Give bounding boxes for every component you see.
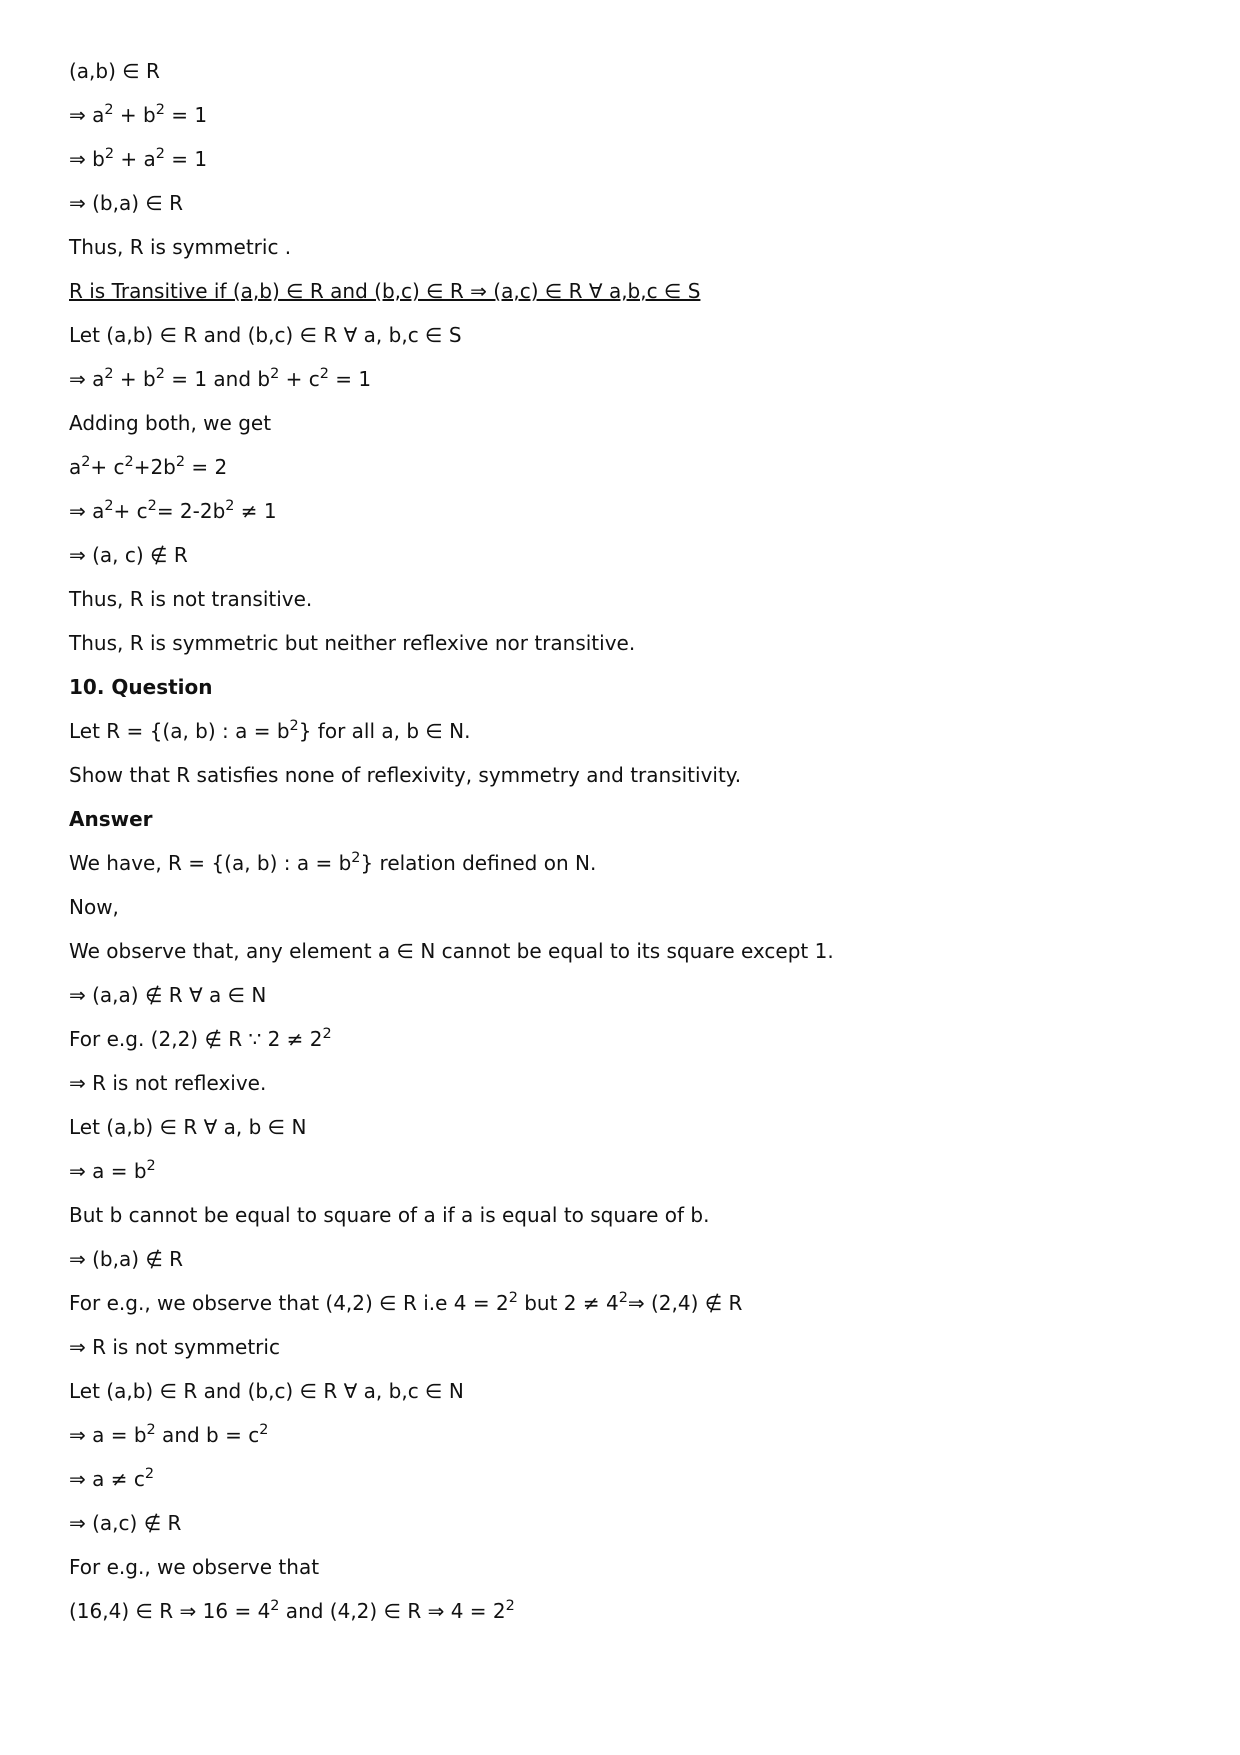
text-line — [69, 1378, 1169, 1404]
superscript: 2 — [104, 366, 114, 383]
text-segment: + b — [113, 103, 156, 127]
superscript: 2 — [104, 102, 114, 119]
text-line — [69, 894, 1169, 920]
document-page — [69, 58, 1169, 1642]
text-line — [69, 498, 1169, 524]
text-segment: and (4,2) ∈ R ⇒ 4 = 2 — [279, 1599, 506, 1623]
question-heading — [69, 674, 1169, 700]
text-line — [69, 190, 1169, 216]
text-line — [69, 58, 1169, 84]
text-segment: } relation defined on N. — [360, 851, 597, 875]
superscript: 2 — [104, 498, 114, 515]
text-segment: = 1 — [164, 147, 208, 171]
text-segment: ⇒ a = b — [69, 1423, 147, 1447]
text-line — [69, 146, 1169, 172]
superscript: 2 — [270, 1598, 280, 1615]
underlined-statement — [69, 278, 1169, 304]
text-segment: + a — [113, 147, 156, 171]
text-segment: Thus, R is symmetric but neither reflexive nor transitive. — [69, 631, 636, 655]
text-segment: ⇒ (a,c) ∉ R — [69, 1511, 182, 1535]
text-segment: (16,4) ∈ R ⇒ 16 = 4 — [69, 1599, 271, 1623]
superscript: 2 — [124, 454, 134, 471]
superscript: 2 — [147, 498, 157, 515]
superscript: 2 — [155, 102, 165, 119]
text-segment: Let (a,b) ∈ R and (b,c) ∈ R ∀ a, b,c ∈ N — [69, 1379, 464, 1403]
text-segment: a — [69, 455, 82, 479]
superscript: 2 — [508, 1290, 518, 1307]
text-segment: = 1 — [328, 367, 372, 391]
text-segment: +2b — [133, 455, 176, 479]
text-segment: ⇒ a ≠ c — [69, 1467, 145, 1491]
text-line — [69, 1422, 1169, 1448]
text-segment: = 1 and b — [164, 367, 271, 391]
text-segment: For e.g. (2,2) ∉ R ∵ 2 ≠ 2 — [69, 1027, 323, 1051]
text-line — [69, 102, 1169, 128]
text-line — [69, 850, 1169, 876]
text-segment: ⇒ R is not symmetric — [69, 1335, 280, 1359]
text-segment: + c — [279, 367, 320, 391]
superscript: 2 — [289, 718, 299, 735]
text-segment: = 1 — [164, 103, 208, 127]
text-segment: ≠ 1 — [234, 499, 277, 523]
text-line — [69, 1202, 1169, 1228]
text-line — [69, 1554, 1169, 1580]
text-line — [69, 322, 1169, 348]
text-segment: Let R = {(a, b) : a = b — [69, 719, 290, 743]
text-segment: + b — [113, 367, 156, 391]
text-segment: ⇒ a — [69, 367, 105, 391]
text-line — [69, 762, 1169, 788]
text-segment: R is Transitive if (a,b) ∈ R and (b,c) ∈ R ⇒ (a,c) ∈ R ∀ a,b,c ∈ S — [69, 279, 701, 303]
text-segment: ⇒ (b,a) ∈ R — [69, 191, 184, 215]
text-segment: We have, R = {(a, b) : a = b — [69, 851, 352, 875]
text-segment: } for all a, b ∈ N. — [298, 719, 471, 743]
text-segment: ⇒ (b,a) ∉ R — [69, 1247, 184, 1271]
text-line — [69, 1290, 1169, 1316]
text-segment: Thus, R is symmetric . — [69, 235, 292, 259]
text-segment: ⇒ a — [69, 499, 105, 523]
text-line — [69, 586, 1169, 612]
text-segment: Adding both, we get — [69, 411, 272, 435]
superscript: 2 — [175, 454, 186, 471]
text-line — [69, 718, 1169, 744]
text-segment: ⇒ (a,a) ∉ R ∀ a ∈ N — [69, 983, 267, 1007]
text-segment: Now, — [69, 895, 119, 919]
text-segment: For e.g., we observe that (4,2) ∈ R i.e 4 = 2 — [69, 1291, 509, 1315]
text-segment: = 2 — [185, 455, 228, 479]
text-segment: ⇒ a = b — [69, 1159, 147, 1183]
superscript: 2 — [270, 366, 280, 383]
text-segment: Let (a,b) ∈ R ∀ a, b ∈ N — [69, 1115, 307, 1139]
text-line — [69, 1070, 1169, 1096]
text-line — [69, 542, 1169, 568]
text-line — [69, 1598, 1169, 1624]
superscript: 2 — [505, 1598, 515, 1615]
superscript: 2 — [319, 366, 329, 383]
text-segment: Let (a,b) ∈ R and (b,c) ∈ R ∀ a, b,c ∈ S — [69, 323, 462, 347]
text-segment: = 2-2b — [156, 499, 226, 523]
text-segment: but 2 ≠ 4 — [517, 1291, 619, 1315]
superscript: 2 — [155, 366, 165, 383]
text-line — [69, 1158, 1169, 1184]
superscript: 2 — [322, 1026, 332, 1043]
text-segment: We observe that, any element a ∈ N cannot be equal to its square except 1. — [69, 939, 834, 963]
text-line — [69, 982, 1169, 1008]
text-segment: But b cannot be equal to square of a if a is equal to square of b. — [69, 1203, 710, 1227]
text-segment: ⇒ a — [69, 103, 105, 127]
text-line — [69, 630, 1169, 656]
superscript: 2 — [81, 454, 91, 471]
superscript: 2 — [146, 1158, 156, 1175]
text-segment: + c — [90, 455, 125, 479]
text-segment: ⇒ (2,4) ∉ R — [627, 1291, 743, 1315]
superscript: 2 — [155, 146, 165, 163]
text-line — [69, 454, 1169, 480]
text-segment: and b = c — [155, 1423, 260, 1447]
text-line — [69, 1334, 1169, 1360]
text-segment: + c — [113, 499, 148, 523]
superscript: 2 — [351, 850, 361, 867]
superscript: 2 — [146, 1422, 156, 1439]
text-segment: For e.g., we observe that — [69, 1555, 320, 1579]
text-line — [69, 1026, 1169, 1052]
text-line — [69, 234, 1169, 260]
answer-heading — [69, 806, 1169, 832]
text-segment: Thus, R is not transitive. — [69, 587, 313, 611]
text-line — [69, 1114, 1169, 1140]
text-segment: ⇒ (a, c) ∉ R — [69, 543, 188, 567]
text-segment: (a,b) ∈ R — [69, 59, 160, 83]
superscript: 2 — [104, 146, 114, 163]
text-line — [69, 1510, 1169, 1536]
superscript: 2 — [225, 498, 235, 515]
text-line — [69, 938, 1169, 964]
text-segment: Show that R satisfies none of reflexivity, symmetry and transitivity. — [69, 763, 742, 787]
text-segment: ⇒ b — [69, 147, 105, 171]
text-segment: 10. Question — [69, 675, 213, 699]
text-line — [69, 1246, 1169, 1272]
superscript: 2 — [144, 1466, 154, 1483]
superscript: 2 — [618, 1290, 628, 1307]
superscript: 2 — [259, 1422, 269, 1439]
text-line — [69, 366, 1169, 392]
text-line — [69, 410, 1169, 436]
text-line — [69, 1466, 1169, 1492]
text-segment: ⇒ R is not reflexive. — [69, 1071, 267, 1095]
text-segment: Answer — [69, 807, 153, 831]
